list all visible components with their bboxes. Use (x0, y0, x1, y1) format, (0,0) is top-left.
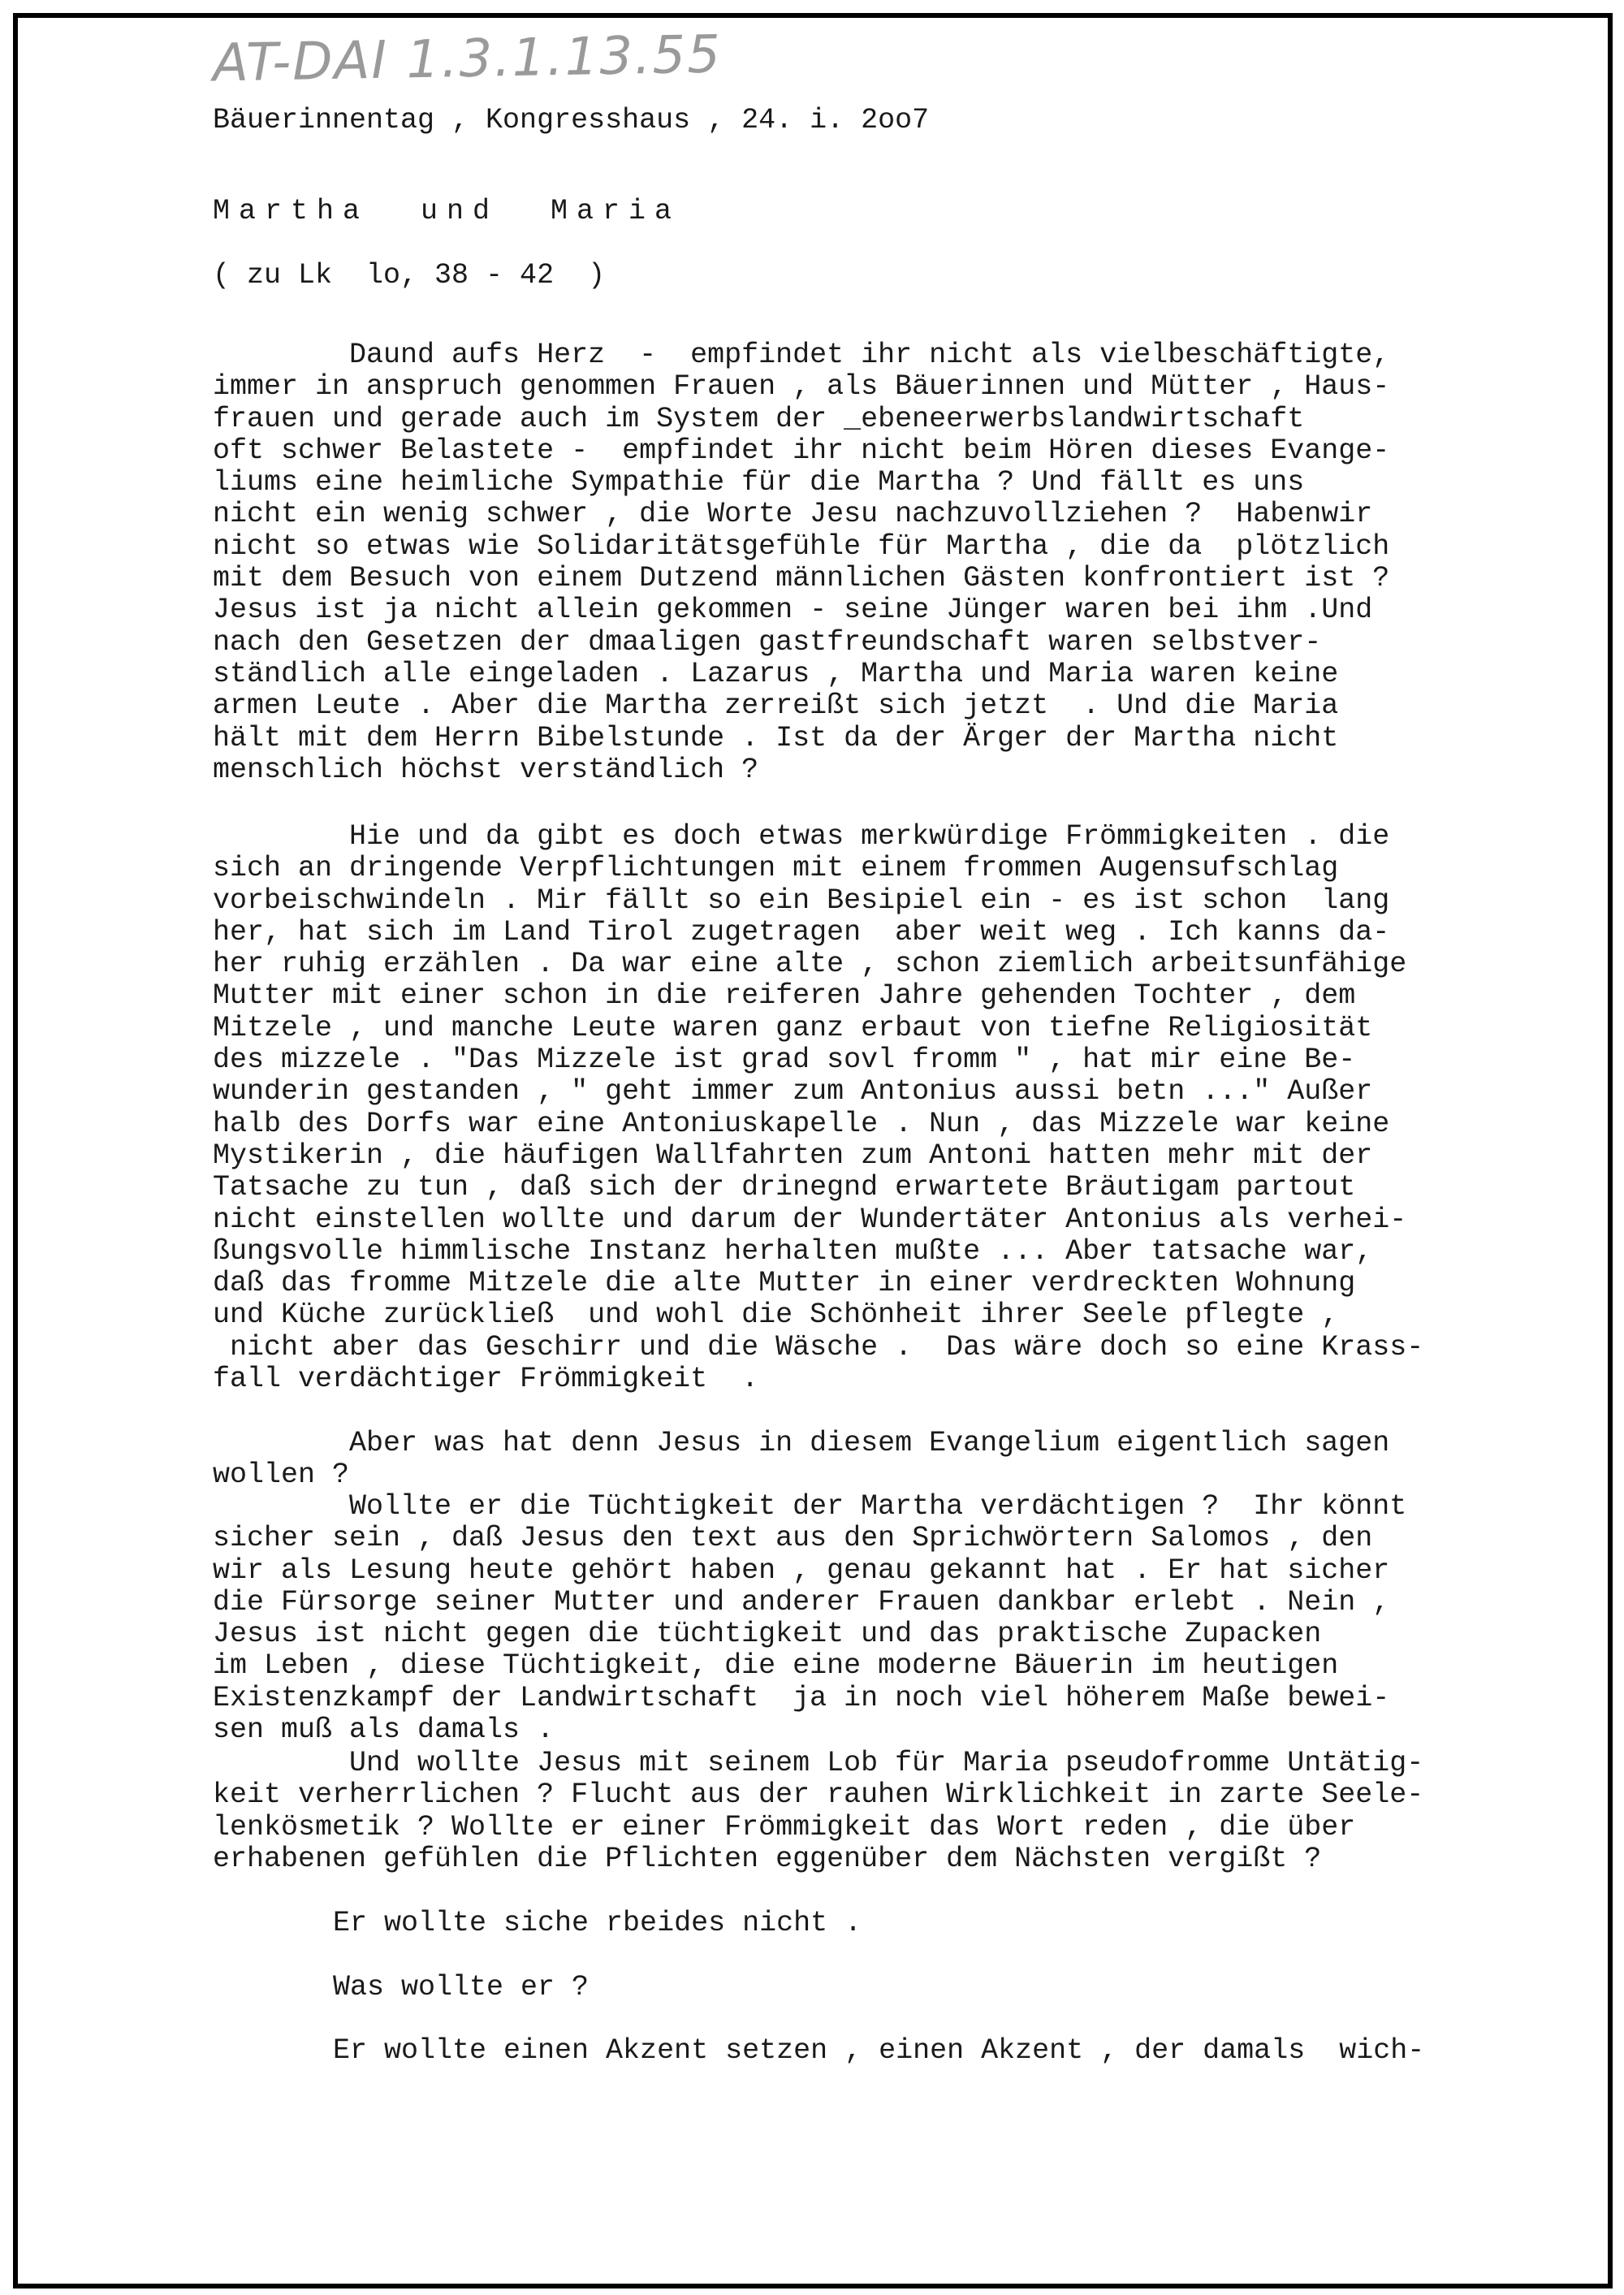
short-line-1: Er wollte siche rbeides nicht . (333, 1907, 862, 1939)
archive-signature-stamp: AT-DAI 1.3.1.13.55 (212, 24, 723, 94)
paragraph-2: Hie und da gibt es doch etwas merkwürdige Frömmigkeiten . die sich an dringende Verpflichtungen mit einem frommen Augensufschlag vorbeischwindeln . Mir fällt so ein Besipiel ein - es ist schon lang her, hat sich im Land Tirol zugetragen aber weit weg . Ich kanns da- her ruhig erzählen . Da war eine alte , schon ziemlich arbeitsunfähige Mutter mit einer schon in die reiferen Jahre gehenden Tochter , dem Mitzele , und manche Leute waren ganz erbaut von tiefne Religiosität des mizzele . "Das Mizzele ist grad sovl fromm " , hat mir eine Be- wunderin gestanden , " geht immer zum Antonius aussi betn ..." Außer halb des Dorfs war eine Antoniuskapelle . Nun , das Mizzele war keine Mystikerin , die häufigen Wallfahrten zum Antoni hatten mehr mit der Tatsache zu tun , daß sich der drinegnd erwartete Bräutigam partout nicht einstellen wollte und darum der Wundertäter Antonius als verhei- ßungsvolle himmlische Instanz herhalten mußte ... Aber tatsache war, daß das fromme Mitzele die alte Mutter in einer verdreckten Wohnung und Küche zurückließ und wohl die Schönheit ihrer Seele pflegte , nicht aber das Geschirr und die Wäsche . Das wäre doch so eine Krass- fall verdächtiger Frömmigkeit . (213, 820, 1424, 1396)
short-line-3: Er wollte einen Akzent setzen , einen Akzent , der damals wich- (333, 2034, 1425, 2067)
paragraph-4: Wollte er die Tüchtigkeit der Martha verdächtigen ? Ihr könnt sicher sein , daß Jesus den text aus den Sprichwörtern Salomos , den wir als Lesung heute gehört haben , genau gekannt hat . Er hat sicher die Fürsorge seiner Mutter und anderer Frauen dankbar erlebt . Nein , Jesus ist nicht gegen die tüchtigkeit und das praktische Zupacken im Leben , diese Tüchtigkeit, die eine moderne Bäuerin im heutigen Existenzkampf der Landwirtschaft ja in noch viel höherem Maße bewei- sen muß als damals . (213, 1490, 1407, 1747)
paragraph-3: Aber was hat denn Jesus in diesem Evangelium eigentlich sagen wollen ? (213, 1427, 1390, 1492)
paragraph-5: Und wollte Jesus mit seinem Lob für Maria pseudofromme Untätig- keit verherrlichen ? Flucht aus der rauhen Wirklichkeit in zarte Seele- lenkösmetik ? Wollte er einer Frömmigkeit das Wort reden , die über erhabenen gefühlen die Pflichten eggenüber dem Nächsten vergißt ? (213, 1747, 1424, 1875)
short-line-2: Was wollte er ? (333, 1971, 590, 2003)
bible-reference: ( zu Lk lo, 38 - 42 ) (213, 259, 606, 292)
sermon-title: Martha und Maria (213, 195, 681, 227)
event-header: Bäuerinnentag , Kongresshaus , 24. i. 2oo7 (213, 104, 930, 136)
paragraph-1: Daund aufs Herz - empfindet ihr nicht als vielbeschäftigte, immer in anspruch genommen Frauen , als Bäuerinnen und Mütter , Haus- frauen und gerade auch im System der _ebeneerwerbslandwirtschaft oft schwer Belastete - empfindet ihr nicht beim Hören dieses Evange- liums eine heimliche Sympathie für die Martha ? Und fällt es uns nicht ein wenig schwer , die Worte Jesu nachzuvollziehen ? Habenwir nicht so etwas wie Solidaritätsgefühle für Martha , die da plötzlich mit dem Besuch von einem Dutzend männlichen Gästen konfrontiert ist ? Jesus ist ja nicht allein gekommen - seine Jünger waren bei ihm .Und nach den Gesetzen der dmaaligen gastfreundschaft waren selbstver- ständlich alle eingeladen . Lazarus , Martha und Maria waren keine armen Leute . Aber die Martha zerreißt sich jetzt . Und die Maria hält mit dem Herrn Bibelstunde . Ist da der Ärger der Martha nicht menschlich höchst verständlich ? (213, 339, 1390, 786)
